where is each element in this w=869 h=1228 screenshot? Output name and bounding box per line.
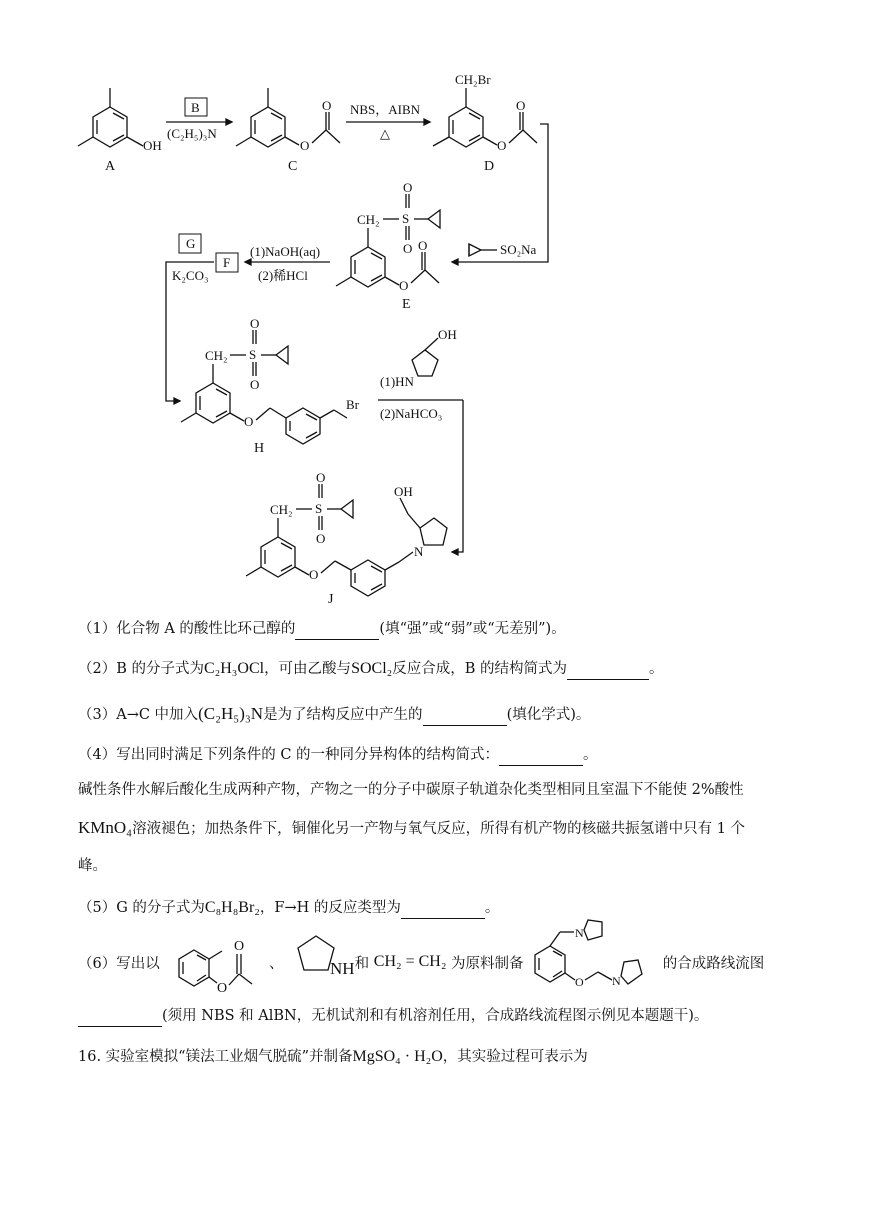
q4-suffix: 。 xyxy=(583,747,598,763)
q4-answer-blank[interactable] xyxy=(499,745,583,766)
atom-o: O xyxy=(300,138,310,153)
atom-s: S xyxy=(249,347,257,362)
q2-prefix: （2）B 的分子式为 xyxy=(78,661,204,677)
compound-e xyxy=(336,180,440,312)
q3-formula: (C₂H₅)₃N xyxy=(198,704,264,723)
q3-mid: 是为了结构反应中产生的 xyxy=(263,707,423,723)
group-ch2br: CH₂Br xyxy=(455,72,491,87)
q6-answer-blank[interactable] xyxy=(78,1006,162,1027)
q6-pyrrolidine-structure xyxy=(288,930,355,990)
q5-mid: ，F→H 的反应类型为 xyxy=(259,900,401,916)
q2-mid1: ，可由乙酸与 xyxy=(264,661,352,677)
q6-target-structure xyxy=(528,922,658,996)
q4-kmno4: KMnO₄ xyxy=(78,818,133,837)
atom-oh: OH xyxy=(394,484,413,499)
atom-o: O xyxy=(316,531,326,546)
q1-suffix: (填“强”或“弱”或“无差别”)。 xyxy=(379,621,566,637)
atom-oh: OH xyxy=(438,327,457,342)
q4-conditions-line3: 峰。 xyxy=(78,858,107,874)
group-ch2: CH₂ xyxy=(357,212,380,227)
box-b: B xyxy=(191,100,200,115)
atom-o: O xyxy=(516,98,526,113)
atom-o: O xyxy=(316,470,326,485)
reagent-hcl: (2)稀HCl xyxy=(258,268,308,283)
question-6 xyxy=(78,926,765,1000)
compound-a xyxy=(78,88,162,174)
reagent-naoh: (1)NaOH(aq) xyxy=(250,244,321,259)
q4-cond-text: 溶液褪色；加热条件下，铜催化另一产物与氧气反应，所得有机产物的核磁共振氢谱中只有 1 个 xyxy=(132,821,746,837)
atom-o: O xyxy=(322,98,332,113)
question-2 xyxy=(78,659,663,680)
q2-formula: C₂H₃OCl xyxy=(204,660,265,677)
q3-answer-blank[interactable] xyxy=(423,705,507,726)
question-16 xyxy=(78,1047,588,1067)
atom-o: O xyxy=(399,278,409,293)
compound-c xyxy=(236,88,340,174)
q6-note: (须用 NBS 和 AlBN，无机试剂和有机溶剂任用，合成路线流程图示例见本题题干)。 xyxy=(162,1008,709,1024)
atom-o: O xyxy=(234,939,245,954)
atom-o: O xyxy=(575,975,584,989)
q6-ethene: CH₂ = CH₂ xyxy=(373,953,447,970)
q2-mid2: 反应合成，B 的结构简式为 xyxy=(392,661,567,677)
atom-s: S xyxy=(402,211,410,226)
compound-d xyxy=(433,72,537,174)
q4-prefix: （4）写出同时满足下列条件的 C 的一种同分异构体的结构简式： xyxy=(78,747,500,763)
arrow-c-d xyxy=(346,102,430,141)
question-4 xyxy=(78,745,598,766)
atom-br: Br xyxy=(346,397,359,412)
label-d: D xyxy=(484,159,495,174)
q6-prefix: （6）写出以 xyxy=(78,956,160,972)
atom-oh: OH xyxy=(143,138,162,153)
q3-suffix: (填化学式)。 xyxy=(506,707,591,723)
q4-conditions-line2 xyxy=(78,818,745,839)
q6-mid: 为原料制备 xyxy=(451,956,524,972)
question-1 xyxy=(78,619,566,640)
question-5 xyxy=(78,898,499,919)
label-e: E xyxy=(402,297,411,312)
atom-n: N xyxy=(414,544,424,559)
atom-o: O xyxy=(250,377,260,392)
box-g: G xyxy=(186,236,196,251)
arrow-h-j xyxy=(378,327,463,555)
atom-n: N xyxy=(612,974,621,988)
q3-prefix: （3）A→C 中加入 xyxy=(78,707,199,723)
q5-prefix: （5）G 的分子式为 xyxy=(78,900,205,916)
box-f: F xyxy=(223,255,231,270)
reagent-nbs: NBS，AIBN xyxy=(350,102,421,117)
q1-prefix: （1）化合物 A 的酸性比环己醇的 xyxy=(78,621,296,637)
q2-suffix: 。 xyxy=(648,661,664,677)
q16-formula: MgSO₄ · H₂O xyxy=(352,1048,443,1065)
q16-suffix: ，其实验过程可表示为 xyxy=(442,1049,588,1065)
atom-o: O xyxy=(217,981,228,996)
atom-o: O xyxy=(309,567,319,582)
q5-suffix: 。 xyxy=(484,900,500,916)
group-ch2: CH₂ xyxy=(205,348,228,363)
q6-nh: NH xyxy=(330,959,355,978)
atom-o: O xyxy=(244,414,254,429)
arrow-a-c xyxy=(166,98,232,141)
arrow-f-h xyxy=(166,234,214,404)
atom-o: O xyxy=(418,238,428,253)
q6-suffix: 的合成路线流图 xyxy=(662,956,765,972)
arrow-e-f xyxy=(216,244,330,283)
reagent-et3n: (C₂H₅)₃N xyxy=(167,126,217,141)
q16-prefix: 16. 实验室模拟“镁法工业烟气脱硫”并制备 xyxy=(78,1049,353,1065)
label-h: H xyxy=(254,441,265,456)
compound-h xyxy=(181,316,360,456)
group-ch2: CH₂ xyxy=(270,502,293,517)
q1-answer-blank[interactable] xyxy=(295,619,379,640)
q6-sep: 、 xyxy=(268,956,284,972)
q2-answer-blank[interactable] xyxy=(567,659,649,680)
reagent-so2na: SO₂Na xyxy=(500,242,537,257)
question-3 xyxy=(78,704,590,726)
reagent-k2co3: K₂CO₃ xyxy=(172,268,209,283)
atom-o: O xyxy=(497,138,507,153)
q4-conditions-line1: 碱性条件水解后酸化生成两种产物，产物之一的分子中碳原子轨道杂化类型相同且室温下不能使 2%酸性 xyxy=(78,782,744,798)
atom-o: O xyxy=(250,316,260,331)
label-a: A xyxy=(105,159,116,174)
synthesis-scheme xyxy=(0,0,869,610)
q6-start-material-structure xyxy=(164,930,264,996)
reagent-nahco3: (2)NaHCO₃ xyxy=(380,406,443,421)
atom-o: O xyxy=(403,241,413,256)
question-6-line2 xyxy=(78,1006,708,1027)
q5-formula: C₈H₈Br₂ xyxy=(204,899,260,916)
label-j: J xyxy=(328,592,334,607)
q2-reagent: SOCl₂ xyxy=(351,660,393,677)
reagent-prolinol: (1)HN xyxy=(380,374,414,389)
label-c: C xyxy=(288,159,298,174)
q6-and: 和 xyxy=(354,956,370,972)
compound-j xyxy=(246,470,447,607)
atom-n: N xyxy=(575,926,584,940)
heat-symbol: △ xyxy=(380,126,390,141)
atom-o: O xyxy=(403,180,413,195)
q5-answer-blank[interactable] xyxy=(401,898,485,919)
atom-s: S xyxy=(315,501,323,516)
